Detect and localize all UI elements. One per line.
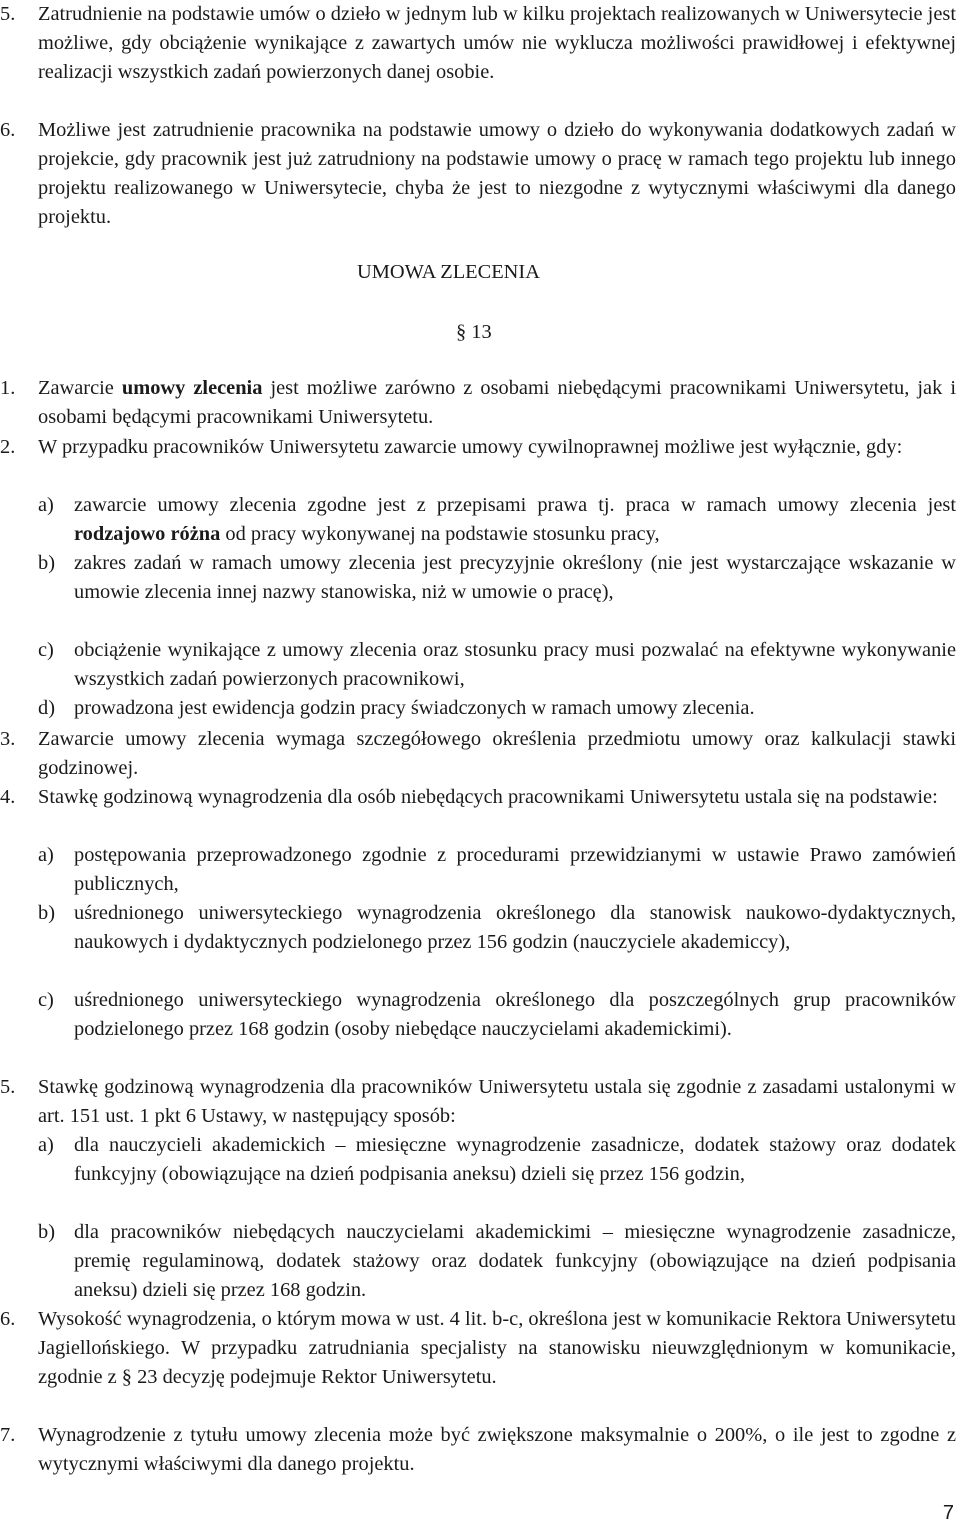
item-number: 1. bbox=[0, 377, 16, 399]
item-text: uśrednionego uniwersyteckiego wynagrodzenia określonego dla poszczególnych grup pracowników podzielonego przez 168 godzin (osoby niebędące nauczycielami akademickimi). bbox=[74, 989, 956, 1040]
item-text: obciążenie wynikające z umowy zlecenia oraz stosunku pracy musi pozwalać na efektywne wykonywanie wszystkich zadań powierzonych pracownikowi, bbox=[74, 639, 956, 690]
item-4c bbox=[38, 986, 956, 1044]
item-text: Zawarcie umowy zlecenia wymaga szczegółowego określenia przedmiotu umowy oraz kalkulacji stawki godzinowej. bbox=[38, 728, 956, 779]
item-text: Stawkę godzinową wynagrodzenia dla osób niebędących pracownikami Uniwersytetu ustala się na podstawie: bbox=[38, 786, 938, 808]
item-letter: c) bbox=[38, 989, 54, 1011]
item-4 bbox=[0, 783, 956, 812]
item-letter: b) bbox=[38, 552, 55, 574]
item-text: zawarcie umowy zlecenia zgodne jest z przepisami prawa tj. praca w ramach umowy zlecenia jest rodzajowo różna od pracy wykonywanej na podstawie stosunku pracy, bbox=[74, 494, 956, 545]
item-2c bbox=[38, 636, 956, 694]
item-letter: c) bbox=[38, 639, 54, 661]
item-6 bbox=[0, 1305, 956, 1392]
item-text: Wynagrodzenie z tytułu umowy zlecenia może być zwiększone maksymalnie o 200%, o ile jest to zgodne z wytycznymi właściwymi dla danego projektu. bbox=[38, 1424, 956, 1475]
item-4b bbox=[38, 899, 956, 957]
item-5 bbox=[0, 1073, 956, 1131]
item-number: 2. bbox=[0, 436, 16, 458]
item-2 bbox=[0, 433, 956, 462]
item-number: 4. bbox=[0, 786, 16, 808]
item-text: Wysokość wynagrodzenia, o którym mowa w ust. 4 lit. b-c, określona jest w komunikacie Rektora Uniwersytetu Jagiellońskiego. W przypadku zatrudniania specjalisty na stanowisku nieuwzględnionym w komunikacie, zgodnie z § 23 decyzję podejmuje Rektor Uniwersytetu. bbox=[38, 1308, 956, 1388]
item-5a bbox=[38, 1131, 956, 1189]
item-1 bbox=[0, 374, 956, 432]
paragraph-6-previous bbox=[0, 116, 956, 232]
item-text: prowadzona jest ewidencja godzin pracy świadczonych w ramach umowy zlecenia. bbox=[74, 697, 755, 719]
item-number: 3. bbox=[0, 728, 16, 750]
item-number: 6. bbox=[0, 119, 16, 141]
item-number: 5. bbox=[0, 3, 16, 25]
item-4a bbox=[38, 841, 956, 899]
bold-phrase: umowy zlecenia bbox=[121, 377, 263, 399]
item-7 bbox=[0, 1421, 956, 1479]
item-text: Możliwe jest zatrudnienie pracownika na podstawie umowy o dzieło do wykonywania dodatkowych zadań w projekcie, gdy pracownik jest już zatrudniony na podstawie umowy o pracę w ramach tego projektu lub innego projektu realizowanego w Uniwersytecie, chyba że jest to niezgodne z wytycznymi właściwymi dla danego projektu. bbox=[38, 119, 956, 228]
item-5b bbox=[38, 1218, 956, 1305]
page-number: 7 bbox=[942, 1502, 954, 1524]
item-number: 6. bbox=[0, 1308, 16, 1330]
item-text: dla nauczycieli akademickich – miesięczne wynagrodzenie zasadnicze, dodatek stażowy oraz dodatek funkcyjny (obowiązujące na dzień podpisania aneksu) dzieli się przez 156 godzin, bbox=[74, 1134, 956, 1185]
item-text: dla pracowników niebędących nauczycielami akademickimi – miesięczne wynagrodzenie zasadnicze, premię regulaminową, dodatek stażowy oraz dodatek funkcyjny (obowiązujące na dzień podpisania aneksu) dzieli się przez 168 godzin. bbox=[74, 1221, 956, 1301]
item-letter: a) bbox=[38, 844, 54, 866]
item-letter: b) bbox=[38, 902, 55, 924]
paragraph-5-previous bbox=[0, 0, 956, 87]
item-text: Zawarcie umowy zlecenia jest możliwe zarówno z osobami niebędącymi pracownikami Uniwersytetu, jak i osobami będącymi pracownikami Uniwersytetu. bbox=[38, 377, 956, 428]
item-2d bbox=[38, 694, 956, 723]
item-3 bbox=[0, 725, 956, 783]
item-text: Zatrudnienie na podstawie umów o dzieło w jednym lub w kilku projektach realizowanych w Uniwersytecie jest możliwe, gdy obciążenie wynikające z zawartych umów nie wyklucza możliwości prawidłowej i efektywnej realizacji wszystkich zadań powierzonych danej osobie. bbox=[38, 3, 956, 83]
item-letter: b) bbox=[38, 1221, 55, 1243]
item-text: zakres zadań w ramach umowy zlecenia jest precyzyjnie określony (nie jest wystarczające wskazanie w umowie zlecenia innej nazwy stanowiska, niż w umowie o pracę), bbox=[74, 552, 956, 603]
item-letter: a) bbox=[38, 1134, 54, 1156]
item-2a bbox=[38, 491, 956, 549]
item-2b bbox=[38, 549, 956, 607]
item-text: postępowania przeprowadzonego zgodnie z procedurami przewidzianymi w ustawie Prawo zamówień publicznych, bbox=[74, 844, 956, 895]
section-paragraph-number: § 13 bbox=[456, 321, 492, 343]
item-text: Stawkę godzinową wynagrodzenia dla pracowników Uniwersytetu ustala się zgodnie z zasadami ustalonymi w art. 151 ust. 1 pkt 6 Ustawy, w następujący sposób: bbox=[38, 1076, 956, 1127]
item-number: 5. bbox=[0, 1076, 16, 1098]
item-letter: d) bbox=[38, 697, 55, 719]
item-text: W przypadku pracowników Uniwersytetu zawarcie umowy cywilnoprawnej możliwe jest wyłącznie, gdy: bbox=[38, 436, 903, 458]
section-title: UMOWA ZLECENIA bbox=[357, 261, 540, 283]
item-text: uśrednionego uniwersyteckiego wynagrodzenia określonego dla stanowisk naukowo-dydaktycznych, naukowych i dydaktycznych podzielonego przez 156 godzin (nauczyciele akademiccy), bbox=[74, 902, 956, 953]
item-number: 7. bbox=[0, 1424, 16, 1446]
item-letter: a) bbox=[38, 494, 54, 516]
bold-phrase: rodzajowo różna bbox=[74, 523, 221, 545]
